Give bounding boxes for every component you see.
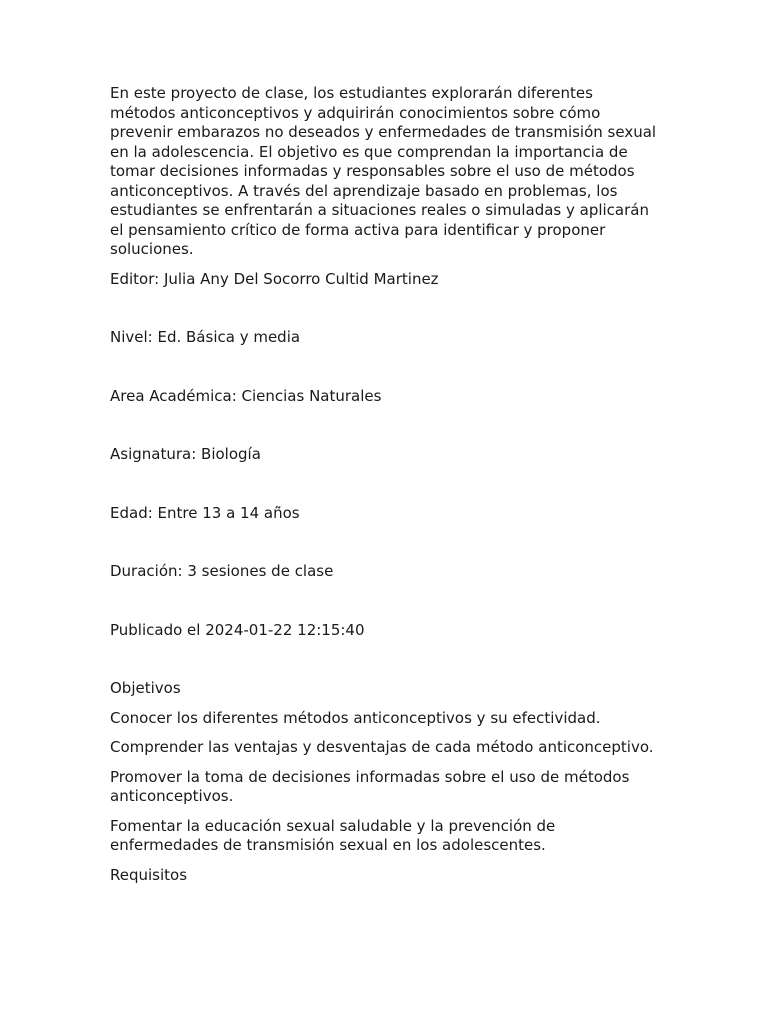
requisitos-heading: Requisitos bbox=[110, 865, 188, 884]
nivel-line: Nivel: Ed. Básica y media bbox=[110, 328, 301, 346]
intro-paragraph: En este proyecto de clase, los estudiantes explorarán diferentes métodos anticonceptivos y adquirirán conocimientos sobre cómo prevenir embarazos no deseados y enfermedades de transmisión sexual en la adolescencia. El objetivo es que comprendan la importancia de tomar decisiones informadas y responsables sobre el uso de métodos anticonceptivos. A través del aprendizaje basado en problemas, los estudiantes se enfrentarán a situaciones reales o simuladas y aplicarán el pensamiento crítico de forma activa para identificar y proponer soluciones. bbox=[110, 84, 657, 258]
editor-line: Editor: Julia Any Del Socorro Cultid Martinez bbox=[110, 269, 439, 288]
asignatura-line: Asignatura: Biología bbox=[110, 445, 261, 463]
edad-line: Edad: Entre 13 a 14 años bbox=[110, 503, 300, 522]
objetivo-item: Promover la toma de decisiones informadas sobre el uso de métodos anticonceptivos. bbox=[110, 767, 630, 805]
objetivo-item: Fomentar la educación sexual saludable y la prevención de enfermedades de transmisión sexual en los adolescentes. bbox=[110, 816, 556, 854]
objetivos-heading: Objetivos bbox=[110, 679, 181, 697]
area-line: Area Académica: Ciencias Naturales bbox=[110, 386, 382, 405]
objetivo-item: Comprender las ventajas y desventajas de cada método anticonceptivo. bbox=[110, 738, 654, 756]
publicado-line: Publicado el 2024-01-22 12:15:40 bbox=[110, 620, 365, 639]
objetivo-item: Conocer los diferentes métodos anticonceptivos y su efectividad. bbox=[110, 708, 601, 727]
duracion-line: Duración: 3 sesiones de clase bbox=[110, 562, 334, 580]
document-page bbox=[110, 84, 658, 895]
